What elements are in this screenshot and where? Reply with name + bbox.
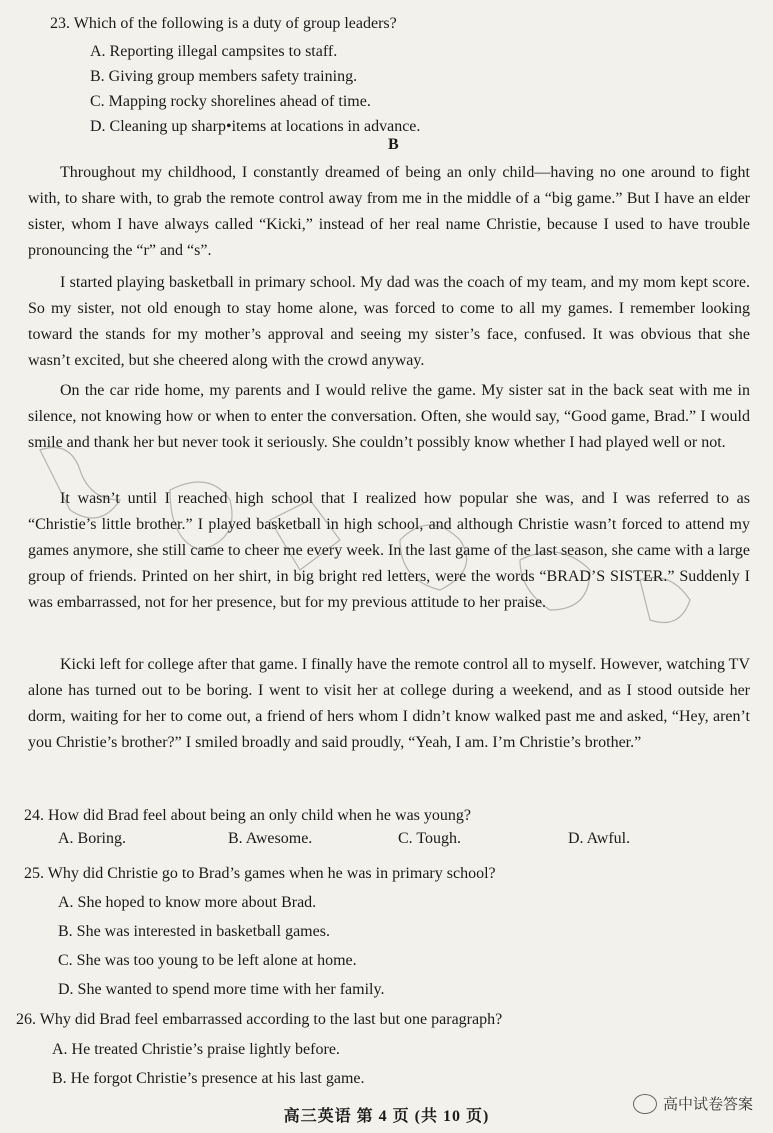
- passage-paragraph-1: Throughout my childhood, I constantly dreamed of being an only child—having no one around to fight with, to share with, to grab the remote control away from me in the middle of a “big game.” But I have an elder sister, whom I have always called “Kicki,” instead of her real name Christie, because I used to have trouble pronouncing the “r” and “s”.: [28, 164, 750, 259]
- watermark-logo-text: 高中试卷答案: [662, 1095, 753, 1113]
- page-footer: 高三英语 第 4 页 (共 10 页): [283, 1108, 490, 1125]
- question-26-stem: 26. Why did Brad feel embarrassed according to the last but one paragraph?: [16, 1011, 503, 1028]
- passage-paragraph-5: Kicki left for college after that game. I finally have the remote control all to myself. However, watching TV alone has turned out to be boring. I went to visit her at college during a weekend, and as I stood outside her dorm, waiting for her to come out, a friend of hers whom I didn’t know walked past me and asked, “Hey, aren’t you Christie’s brother?” I smiled broadly and said proudly, “Yeah, I am. I’m Christie’s brother.”: [28, 656, 750, 751]
- question-25-stem: 25. Why did Christie go to Brad’s games when he was in primary school?: [24, 865, 496, 882]
- question-26-option-b: B. He forgot Christie’s presence at his last game.: [52, 1070, 365, 1087]
- question-23-option-d: D. Cleaning up sharp•items at locations in advance.: [90, 118, 421, 135]
- question-24-stem: 24. How did Brad feel about being an only child when he was young?: [24, 807, 472, 824]
- question-25-option-c: C. She was too young to be left alone at home.: [58, 952, 357, 969]
- question-25-option-d: D. She wanted to spend more time with her family.: [58, 981, 385, 998]
- section-label-b: B: [388, 136, 399, 153]
- passage-paragraph-4: It wasn’t until I reached high school that I realized how popular she was, and I was referred to as “Christie’s little brother.” I played basketball in high school, and although Christie wasn’t forced to attend my games anymore, she still came to cheer me every week. In the last game of the last season, she came with a large group of friends. Printed on her shirt, in big bright red letters, were the words “BRAD’S SISTER.” Suddenly I was embarrassed, not for her presence, but for my previous attitude to her praise.: [28, 490, 750, 611]
- question-23-option-b: B. Giving group members safety training.: [90, 68, 358, 85]
- question-24-option-c: C. Tough.: [398, 830, 462, 847]
- passage-paragraph-3: On the car ride home, my parents and I would relive the game. My sister sat in the back seat with me in silence, not knowing how or when to enter the conversation. Often, she would say, “Good game, Brad.” I would smile and thank her but never took it seriously. She couldn’t possibly know whether I had played well or not.: [28, 382, 750, 451]
- question-24-option-b: B. Awesome.: [228, 830, 313, 847]
- watermark-logo: [633, 1093, 753, 1114]
- question-24-option-a: A. Boring.: [58, 830, 126, 847]
- passage-paragraph-2: I started playing basketball in primary school. My dad was the coach of my team, and my mom kept score. So my sister, not old enough to stay home alone, was forced to come to all my games. I remember looking toward the stands for my mother’s approval and seeing my sister’s face, confused. It was obvious that she wasn’t excited, but she cheered along with the crowd anyway.: [28, 274, 750, 369]
- question-24-options: [58, 830, 738, 848]
- wechat-icon: [633, 1094, 657, 1114]
- question-25-option-b: B. She was interested in basketball games.: [58, 923, 330, 940]
- question-23-stem: 23. Which of the following is a duty of group leaders?: [50, 15, 397, 32]
- question-23-option-c: C. Mapping rocky shorelines ahead of time.: [90, 93, 371, 110]
- question-26-option-a: A. He treated Christie’s praise lightly before.: [52, 1041, 340, 1058]
- question-25-option-a: A. She hoped to know more about Brad.: [58, 894, 317, 911]
- question-23-option-a: A. Reporting illegal campsites to staff.: [90, 43, 338, 60]
- question-24-option-d: D. Awful.: [568, 830, 631, 847]
